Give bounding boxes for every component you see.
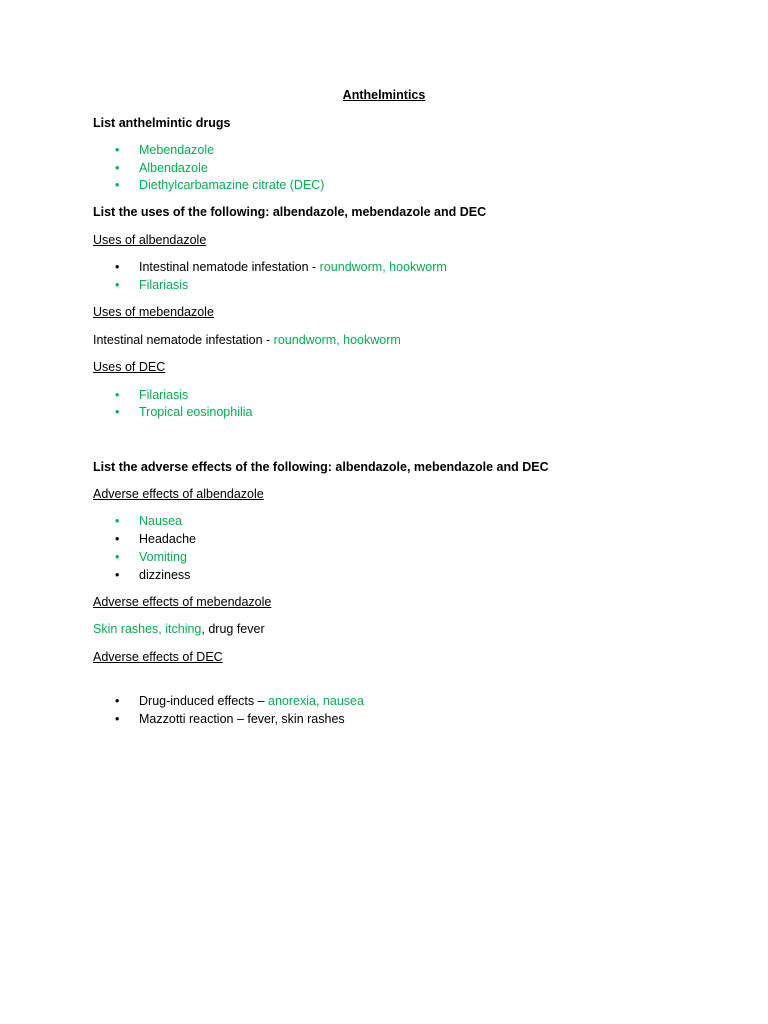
bullet-icon: • <box>115 143 120 157</box>
effect-text: Headache <box>139 532 196 546</box>
effect-text: Drug-induced effects – <box>139 694 269 708</box>
heading-uses-dec: Uses of DEC <box>93 360 166 374</box>
question-adverse-effects: List the adverse effects of the following: albendazole, mebendazole and DEC <box>93 460 549 474</box>
bullet-icon: • <box>115 568 120 582</box>
bullet-icon: • <box>115 178 120 192</box>
use-text: Filariasis <box>139 278 189 292</box>
effect-text: Vomiting <box>139 550 187 564</box>
question-list-drugs: List anthelmintic drugs <box>93 116 231 130</box>
heading-ae-dec: Adverse effects of DEC <box>93 650 223 664</box>
question-uses: List the uses of the following: albendazole, mebendazole and DEC <box>93 205 487 219</box>
bullet-icon: • <box>115 694 120 708</box>
drug-name: Mebendazole <box>139 143 215 157</box>
uses-mebendazole-text <box>93 332 401 348</box>
drug-name: Diethylcarbamazine citrate (DEC) <box>139 178 325 192</box>
effect-text: Mazzotti reaction – fever, skin rashes <box>139 712 345 726</box>
bullet-icon: • <box>115 514 120 528</box>
effect-highlight: Skin rashes, itching <box>93 622 202 636</box>
page-title: Anthelmintics <box>342 88 426 102</box>
use-text: Tropical eosinophilia <box>139 405 253 419</box>
use-examples: roundworm, hookworm <box>273 333 401 347</box>
bullet-icon: • <box>115 550 120 564</box>
heading-uses-albendazole: Uses of albendazole <box>93 233 207 247</box>
bullet-icon: • <box>115 388 120 402</box>
effect-text: dizziness <box>139 568 191 582</box>
bullet-icon: • <box>115 532 120 546</box>
use-text: Intestinal nematode infestation - <box>139 260 320 274</box>
bullet-icon: • <box>115 278 120 292</box>
use-text: Filariasis <box>139 388 189 402</box>
list-item-text <box>139 259 447 275</box>
heading-ae-mebendazole: Adverse effects of mebendazole <box>93 595 272 609</box>
drug-name: Albendazole <box>139 161 208 175</box>
effect-text: Nausea <box>139 514 183 528</box>
use-examples: roundworm, hookworm <box>319 260 447 274</box>
bullet-icon: • <box>115 161 120 175</box>
effect-highlight: anorexia, nausea <box>268 694 364 708</box>
heading-ae-albendazole: Adverse effects of albendazole <box>93 487 264 501</box>
bullet-icon: • <box>115 405 120 419</box>
ae-mebendazole-text <box>93 621 265 637</box>
effect-text: , drug fever <box>201 622 265 636</box>
bullet-icon: • <box>115 712 120 726</box>
list-item-text <box>139 693 364 709</box>
bullet-icon: • <box>115 260 120 274</box>
heading-uses-mebendazole: Uses of mebendazole <box>93 305 214 319</box>
use-text: Intestinal nematode infestation - <box>93 333 274 347</box>
